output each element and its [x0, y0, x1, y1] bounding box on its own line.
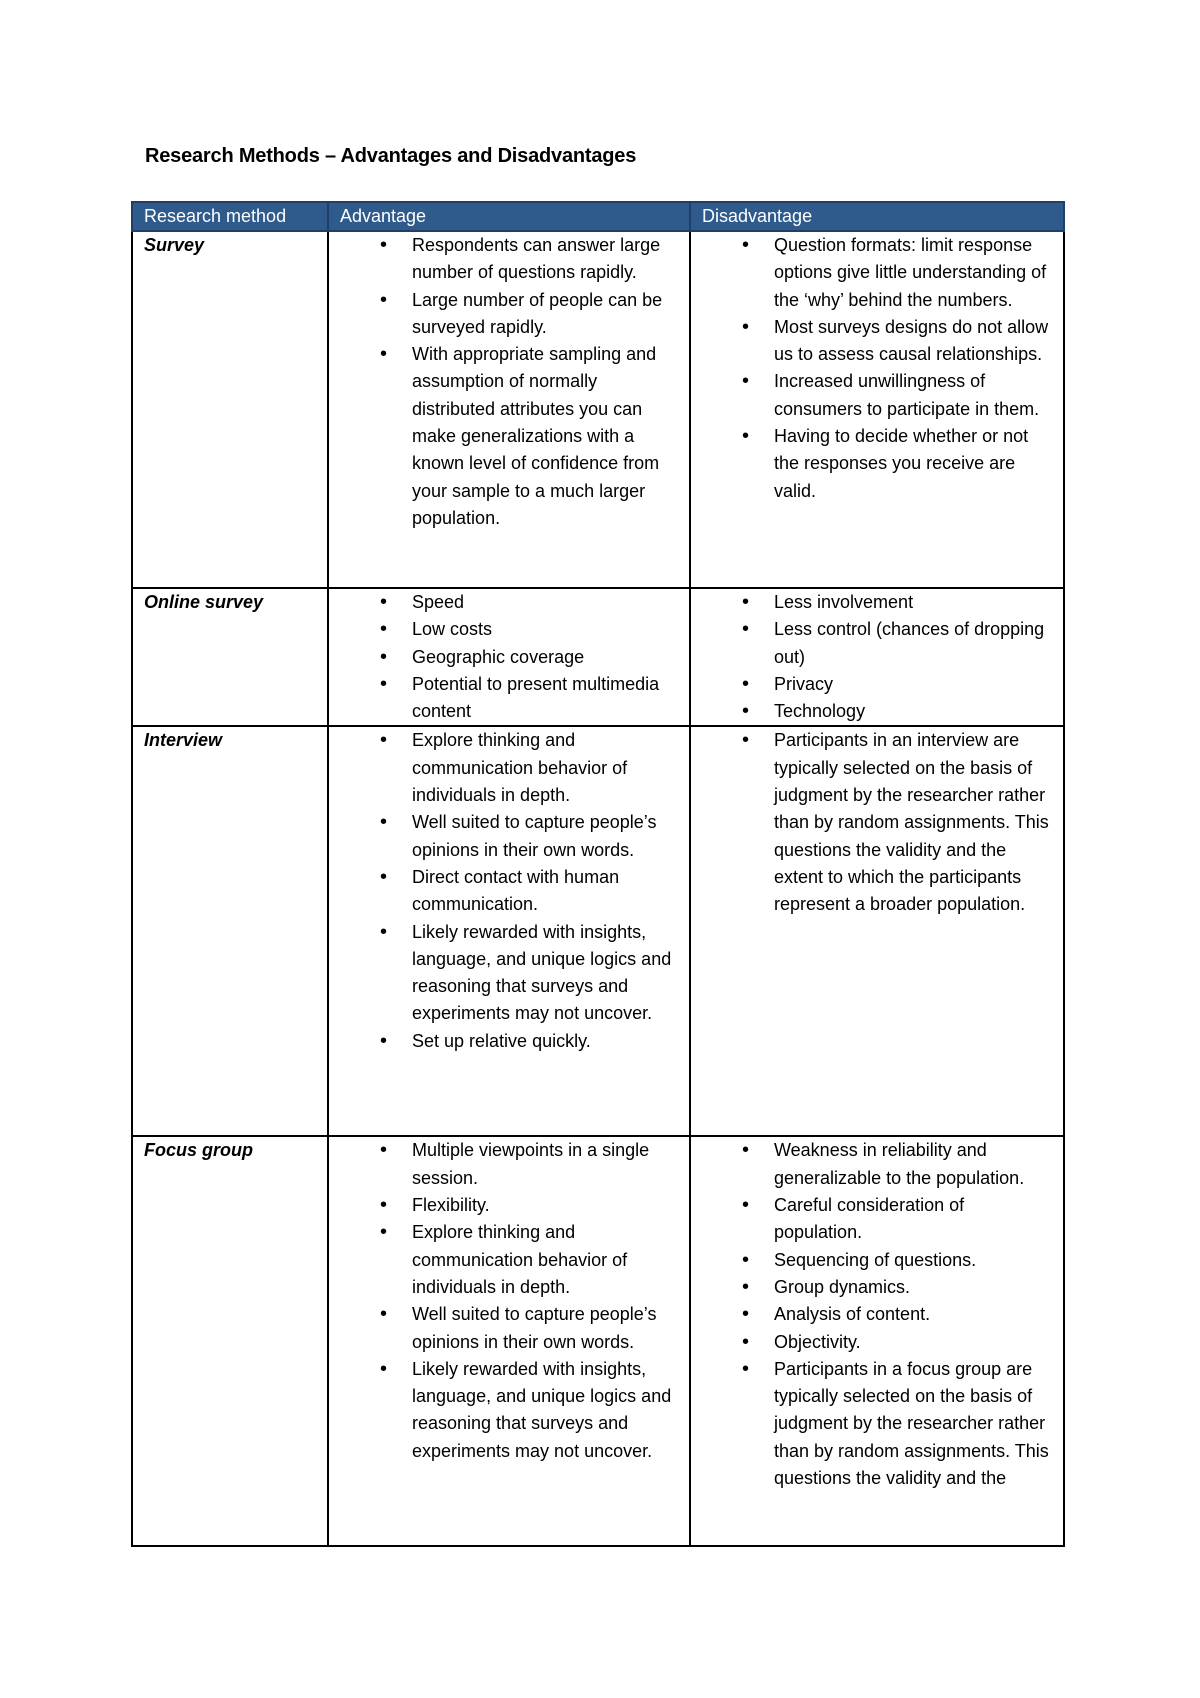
table-header-row [132, 202, 1064, 231]
disadvantages-cell [690, 726, 1064, 1136]
table-row [132, 231, 1064, 588]
list-item: • Large number of people can be surveyed rapidly. [340, 287, 681, 342]
list-item: • Multiple viewpoints in a single session. [340, 1137, 681, 1192]
disadvantages-cell [690, 588, 1064, 726]
list-item: • Increased unwillingness of consumers to participate in them. [702, 368, 1055, 423]
list-item: • Likely rewarded with insights, language, and unique logics and reasoning that surveys and experiments may not uncover. [340, 919, 681, 1028]
list-item: • Analysis of content. [702, 1301, 1055, 1328]
table-row [132, 726, 1064, 1136]
list-item: • Well suited to capture people’s opinions in their own words. [340, 1301, 681, 1356]
header-advantage: Advantage [328, 202, 690, 231]
list-item: • Most surveys designs do not allow us to assess causal relationships. [702, 314, 1055, 369]
disadvantages-list [702, 589, 1055, 725]
method-cell: Survey [132, 231, 328, 588]
disadvantages-list [702, 232, 1055, 505]
list-item: • Participants in a focus group are typically selected on the basis of judgment by the researcher rather than by random assignments. This questions the validity and the [702, 1356, 1055, 1492]
list-item: • Technology [702, 698, 1055, 725]
list-item: • Group dynamics. [702, 1274, 1055, 1301]
list-item: • Respondents can answer large number of questions rapidly. [340, 232, 681, 287]
list-item: • Question formats: limit response options give little understanding of the ‘why’ behind the numbers. [702, 232, 1055, 314]
advantages-cell [328, 588, 690, 726]
method-cell: Online survey [132, 588, 328, 726]
advantages-list [340, 232, 681, 532]
list-item: • Privacy [702, 671, 1055, 698]
list-item: • Direct contact with human communication. [340, 864, 681, 919]
advantages-list [340, 589, 681, 725]
table-row [132, 588, 1064, 726]
header-research-method: Research method [132, 202, 328, 231]
research-methods-table [131, 201, 1065, 1547]
list-item: • Speed [340, 589, 681, 616]
disadvantages-cell [690, 1136, 1064, 1546]
list-item: • Likely rewarded with insights, language, and unique logics and reasoning that surveys and experiments may not uncover. [340, 1356, 681, 1465]
method-cell: Focus group [132, 1136, 328, 1546]
list-item: • Less involvement [702, 589, 1055, 616]
list-item: • With appropriate sampling and assumption of normally distributed attributes you can make generalizations with a known level of confidence from your sample to a much larger population. [340, 341, 681, 532]
advantages-list [340, 727, 681, 1055]
list-item: • Flexibility. [340, 1192, 681, 1219]
list-item: • Well suited to capture people’s opinions in their own words. [340, 809, 681, 864]
disadvantages-list [702, 727, 1055, 918]
list-item: • Careful consideration of population. [702, 1192, 1055, 1247]
advantages-list [340, 1137, 681, 1465]
list-item: • Sequencing of questions. [702, 1247, 1055, 1274]
list-item: • Participants in an interview are typically selected on the basis of judgment by the researcher rather than by random assignments. This questions the validity and the extent to which the participants represent a broader population. [702, 727, 1055, 918]
list-item: • Explore thinking and communication behavior of individuals in depth. [340, 1219, 681, 1301]
advantages-cell [328, 1136, 690, 1546]
list-item: • Low costs [340, 616, 681, 643]
page-title: Research Methods – Advantages and Disadvantages [145, 145, 637, 167]
list-item: • Set up relative quickly. [340, 1028, 681, 1055]
disadvantages-cell [690, 231, 1064, 588]
header-disadvantage: Disadvantage [690, 202, 1064, 231]
list-item: • Potential to present multimedia content [340, 671, 681, 726]
list-item: • Weakness in reliability and generalizable to the population. [702, 1137, 1055, 1192]
list-item: • Explore thinking and communication behavior of individuals in depth. [340, 727, 681, 809]
list-item: • Less control (chances of dropping out) [702, 616, 1055, 671]
advantages-cell [328, 231, 690, 588]
method-cell: Interview [132, 726, 328, 1136]
list-item: • Objectivity. [702, 1329, 1055, 1356]
advantages-cell [328, 726, 690, 1136]
disadvantages-list [702, 1137, 1055, 1492]
list-item: • Having to decide whether or not the responses you receive are valid. [702, 423, 1055, 505]
list-item: • Geographic coverage [340, 644, 681, 671]
table-row [132, 1136, 1064, 1546]
